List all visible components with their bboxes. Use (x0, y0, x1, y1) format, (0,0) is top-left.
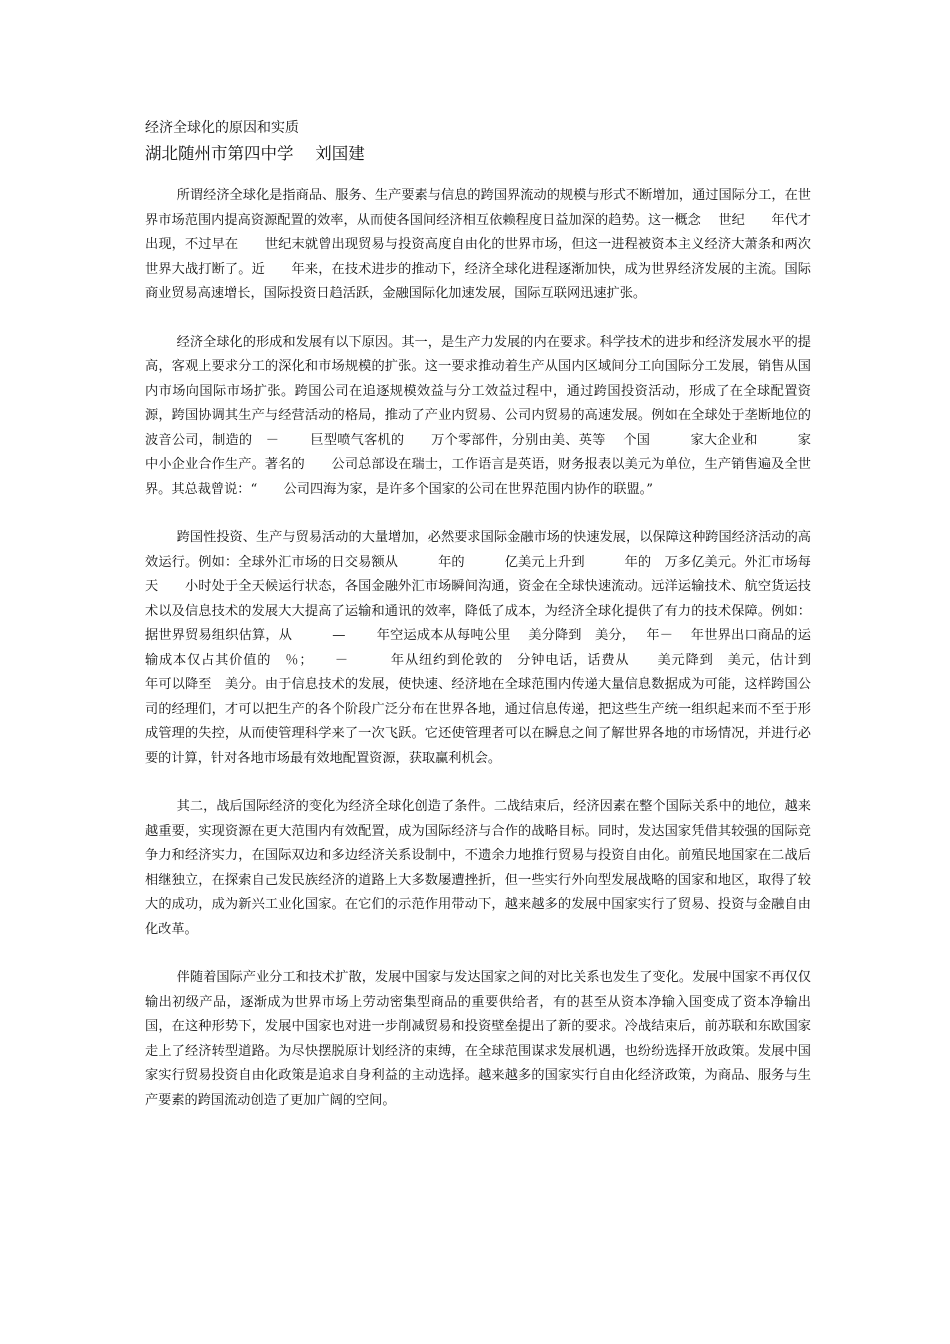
body-paragraph-1: 所谓经济全球化是指商品、服务、生产要素与信息的跨国界流动的规模与形式不断增加，通过国际分工，在世界市场范围内提高资源配置的效率，从而使各国间经济相互依赖程度日益加深的趋势。这一概念 世纪 年代才出现，不过早在 世纪末就曾出现贸易与投资高度自由化的世界市场，但这一进程被资本主义经济大萧条和两次世界大战打断了。近 年来，在技术进步的推动下，经济全球化进程逐渐加快，成为世界经济发展的主流。国际商业贸易高速增长，国际投资日趋活跃，金融国际化加速发展，国际互联网迅速扩张。 (145, 188, 811, 301)
body-paragraph-5: 伴随着国际产业分工和技术扩散，发展中国家与发达国家之间的对比关系也发生了变化。发展中国家不再仅仅输出初级产品，逐渐成为世界市场上劳动密集型商品的重要供给者，有的甚至从资本净输入国变成了资本净输出国，在这种形势下，发展中国家也对进一步削减贸易和投资壁垒提出了新的要求。冷战结束后，前苏联和东欧国家走上了经济转型道路。为尽快摆脱原计划经济的束缚，在全球范围谋求发展机遇，也纷纷选择开放政策。发展中国家实行贸易投资自由化政策是追求自身利益的主动选择。越来越多的国家实行自由化经济政策，为商品、服务与生产要素的跨国流动创造了更加广阔的空间。 (145, 970, 811, 1108)
document-author: 湖北随州市第四中学 刘国建 (145, 144, 365, 163)
document-title: 经济全球化的原因和实质 (145, 120, 299, 136)
body-paragraph-3: 跨国性投资、生产与贸易活动的大量增加，必然要求国际金融市场的快速发展，以保障这种跨国经济活动的高效运行。例如：全球外汇市场的日交易额从 年的 亿美元上升到 年的 万多亿美元。外汇市场每天 小时处于全天候运行状态，各国金融外汇市场瞬间沟通，资金在全球快速流动。远洋运输技术、航空货运技术以及信息技术的发展大大提高了运输和通讯的效率，降低了成本，为经济全球化提供了有力的技术保障。例如：据世界贸易组织估算，从 — 年空运成本从每吨公里 美分降到 美分， 年－ 年世界出口商品的运输成本仅占其价值的 ％； － 年从纽约到伦敦的 分钟电话，话费从 美元降到 美元，估计到 年可以降至 美分。由于信息技术的发展，使快速、经济地在全球范围内传递大量信息数据成为可能，这样跨国公司的经理们，才可以把生产的各个阶段广泛分布在世界各地，通过信息传递，把这些生产统一组织起来而不至于形成管理的失控，从而使管理科学来了一次飞跃。它还使管理者可以在瞬息之间了解世界各地的市场情况，并进行必要的计算，针对各地市场最有效地配置资源，获取赢利机会。 (145, 530, 851, 766)
body-paragraph-4: 其二，战后国际经济的变化为经济全球化创造了条件。二战结束后，经济因素在整个国际关系中的地位，越来越重要，实现资源在更大范围内有效配置，成为国际经济与合作的战略目标。同时，发达国家凭借其较强的国际竞争力和经济实力，在国际双边和多边经济关系设制中，不遗余力地推行贸易与投资自由化。前殖民地国家在二战后相继独立，在探索自己发民族经济的道路上大多数屡遭挫折，但一些实行外向型发展战略的国家和地区，取得了较大的成功，成为新兴工业化国家。在它们的示范作用带动下，越来越多的发展中国家实行了贸易、投资与金融自由化改革。 (145, 799, 811, 937)
document-page (145, 118, 851, 1137)
body-paragraph-2: 经济全球化的形成和发展有以下原因。其一，是生产力发展的内在要求。科学技术的进步和经济发展水平的提高，客观上要求分工的深化和市场规模的扩张。这一要求推动着生产从国内区域间分工向国际分工发展，销售从国内市场向国际市场扩张。跨国公司在追逐规模效益与分工效益过程中，通过跨国投资活动，形成了在全球配置资源，跨国协调其生产与经营活动的格局，推动了产业内贸易、公司内贸易的高速发展。例如在全球处于垄断地位的波音公司，制造的 － 巨型喷气客机的 万个零部件，分别由美、英等 个国 家大企业和 家中小企业合作生产。著名的 公司总部设在瑞士，工作语言是英语，财务报表以美元为单位，生产销售遍及全世界。其总裁曾说：“ 公司四海为家，是许多个国家的公司在世界范围内协作的联盟。” (145, 334, 811, 497)
